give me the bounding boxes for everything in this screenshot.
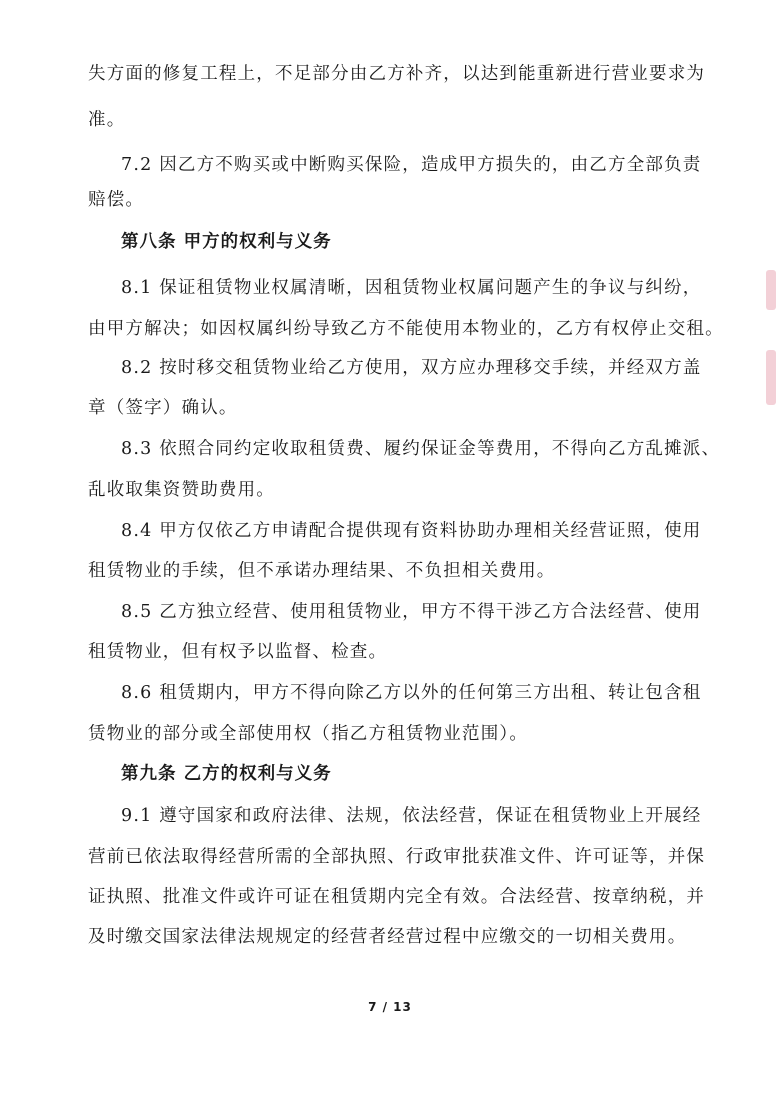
clause-8-3: 8.3 依照合同约定收取租赁费、履约保证金等费用，不得向乙方乱摊派、 xyxy=(121,439,721,459)
clause-8-5: 8.5 乙方独立经营、使用租赁物业，甲方不得干涉乙方合法经营、使用 xyxy=(121,602,702,622)
page-number: 7 / 13 xyxy=(368,1000,412,1014)
clause-8-6: 8.6 租赁期内，甲方不得向除乙方以外的任何第三方出租、转让包含租 xyxy=(121,683,702,703)
clause-8-2: 8.2 按时移交租赁物业给乙方使用，双方应办理移交手续，并经双方盖 xyxy=(121,358,702,378)
seal-edge-mark xyxy=(766,270,776,310)
text-line: 失方面的修复工程上，不足部分由乙方补齐，以达到能重新进行营业要求为 xyxy=(88,64,706,84)
text-line: 赁物业的部分或全部使用权（指乙方租赁物业范围）。 xyxy=(88,724,529,744)
text-line: 租赁物业，但有权予以监督、检查。 xyxy=(88,642,388,662)
section-heading-article-8: 第八条 甲方的权利与义务 xyxy=(121,232,332,252)
clause-8-4: 8.4 甲方仅依乙方申请配合提供现有资料协助办理相关经营证照，使用 xyxy=(121,521,702,541)
text-line: 章（签字）确认。 xyxy=(88,398,238,418)
text-line: 及时缴交国家法律法规规定的经营者经营过程中应缴交的一切相关费用。 xyxy=(88,927,687,947)
clause-8-1: 8.1 保证租赁物业权属清晰，因租赁物业权属问题产生的争议与纠纷， xyxy=(121,278,702,298)
text-line: 证执照、批准文件或许可证在租赁期内完全有效。合法经营、按章纳税，并 xyxy=(88,887,706,907)
text-line: 乱收取集资赞助费用。 xyxy=(88,480,275,500)
text-line: 租赁物业的手续，但不承诺办理结果、不负担相关费用。 xyxy=(88,561,556,581)
text-line: 由甲方解决；如因权属纠纷导致乙方不能使用本物业的，乙方有权停止交租。 xyxy=(88,319,724,339)
section-heading-article-9: 第九条 乙方的权利与义务 xyxy=(121,764,332,784)
text-line: 准。 xyxy=(88,110,126,130)
text-line: 营前已依法取得经营所需的全部执照、行政审批获准文件、许可证等，并保 xyxy=(88,847,706,867)
seal-edge-mark xyxy=(766,350,776,405)
clause-7-2: 7.2 因乙方不购买或中断购买保险，造成甲方损失的，由乙方全部负责 xyxy=(121,155,702,175)
clause-9-1: 9.1 遵守国家和政府法律、法规，依法经营，保证在租赁物业上开展经 xyxy=(121,806,702,826)
text-line: 赔偿。 xyxy=(88,190,145,210)
